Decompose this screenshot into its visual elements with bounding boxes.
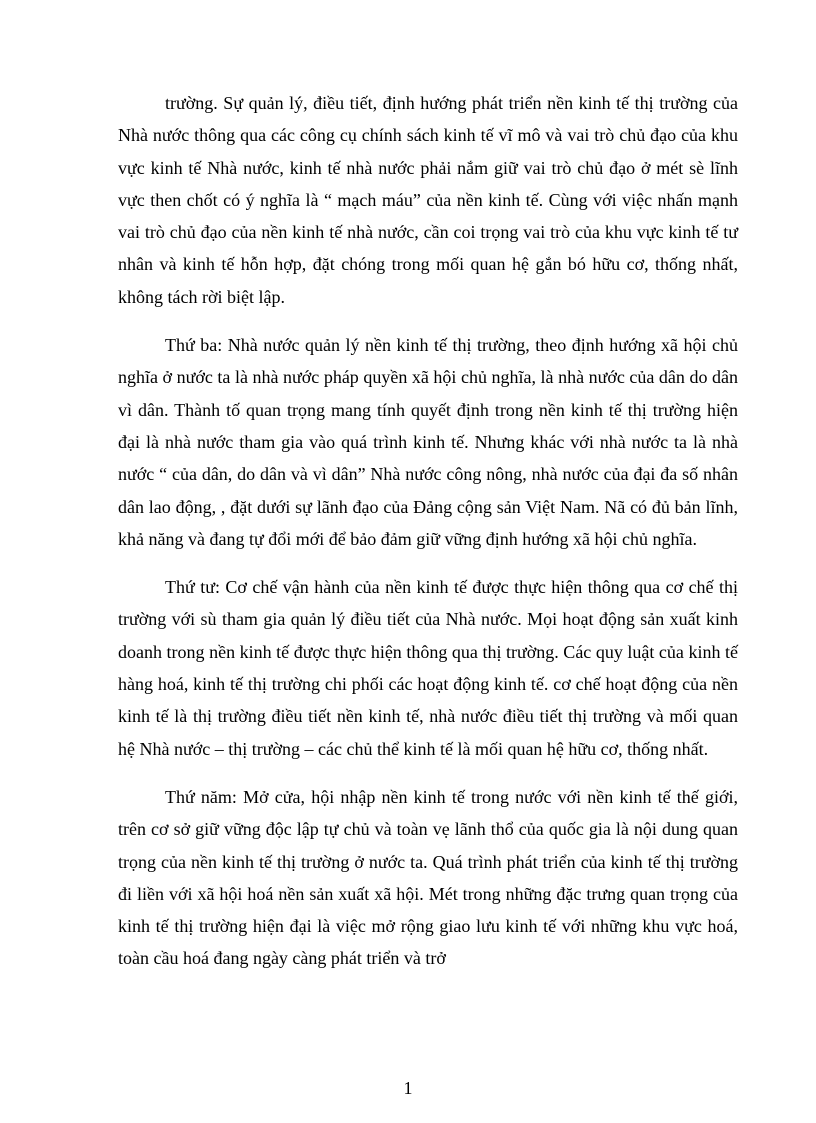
paragraph-thu-nam: Thứ năm: Mở cửa, hội nhập nền kinh tế trong nước với nền kinh tế thế giới, trên cơ sở giữ vững độc lập tự chủ và toàn vẹ lãnh thổ của quốc gia là nội dung quan trọng của nền kinh tế thị trường ở nước ta. Quá trình phát triển của kinh tế thị trường đi liền với xã hội hoá nền sản xuất xã hội. Mét trong những đặc trưng quan trọng của kinh tế thị trường hiện đại là việc mở rộng giao lưu kinh tế với những khu vực hoá, toàn cầu hoá đang ngày càng phát triển và trở [118,786,738,969]
paragraph-continuation: trường. Sự quản lý, điều tiết, định hướng phát triển nền kinh tế thị trường của Nhà nước thông qua các công cụ chính sách kinh tế vĩ mô và vai trò chủ đạo của khu vực kinh tế Nhà nước, kinh tế nhà nước phải nắm giữ vai trò chủ đạo ở mét sè lĩnh vực then chốt có ý nghĩa là “ mạch máu” của nền kinh tế. Cùng với việc nhấn mạnh vai trò chủ đạo của nền kinh tế nhà nước, cần coi trọng vai trò của khu vực kinh tế tư nhân và kinh tế hỗn hợp, đặt chóng trong mối quan hệ gắn bó hữu cơ, thống nhất, không tách rời biệt lập. [118,93,738,307]
body-text [118,87,738,991]
paragraph-thu-ba: Thứ ba: Nhà nước quản lý nền kinh tế thị trường, theo định hướng xã hội chủ nghĩa ở nước ta là nhà nước pháp quyền xã hội chủ nghĩa, là nhà nước của dân do dân vì dân. Thành tố quan trọng mang tính quyết định trong nền kinh tế thị trường hiện đại là nhà nước tham gia vào quá trình kinh tế. Nhưng khác với nhà nước ta là nhà nước “ của dân, do dân và vì dân” Nhà nước công nông, nhà nước của đại đa số nhân dân lao động, , đặt dưới sự lãnh đạo của Đảng cộng sản Việt Nam. Nã có đủ bản lĩnh, khả năng và đang tự đổi mới để bảo đảm giữ vững định hướng xã hội chủ nghĩa. [118,335,738,549]
paragraph-thu-tu: Thứ tư: Cơ chế vận hành của nền kinh tế được thực hiện thông qua cơ chế thị trường với sù tham gia quản lý điều tiết của Nhà nước. Mọi hoạt động sản xuất kinh doanh trong nền kinh tế được thực hiện thông qua thị trường. Các quy luật của kinh tế hàng hoá, kinh tế thị trường chi phối các hoạt động kinh tế. cơ chế hoạt động của nền kinh tế là thị trường điều tiết nền kinh tế, nhà nước điều tiết thị trường và mối quan hệ Nhà nước – thị trường – các chủ thể kinh tế là mối quan hệ hữu cơ, thống nhất. [118,577,738,759]
page-number: 1 [403,1078,413,1098]
